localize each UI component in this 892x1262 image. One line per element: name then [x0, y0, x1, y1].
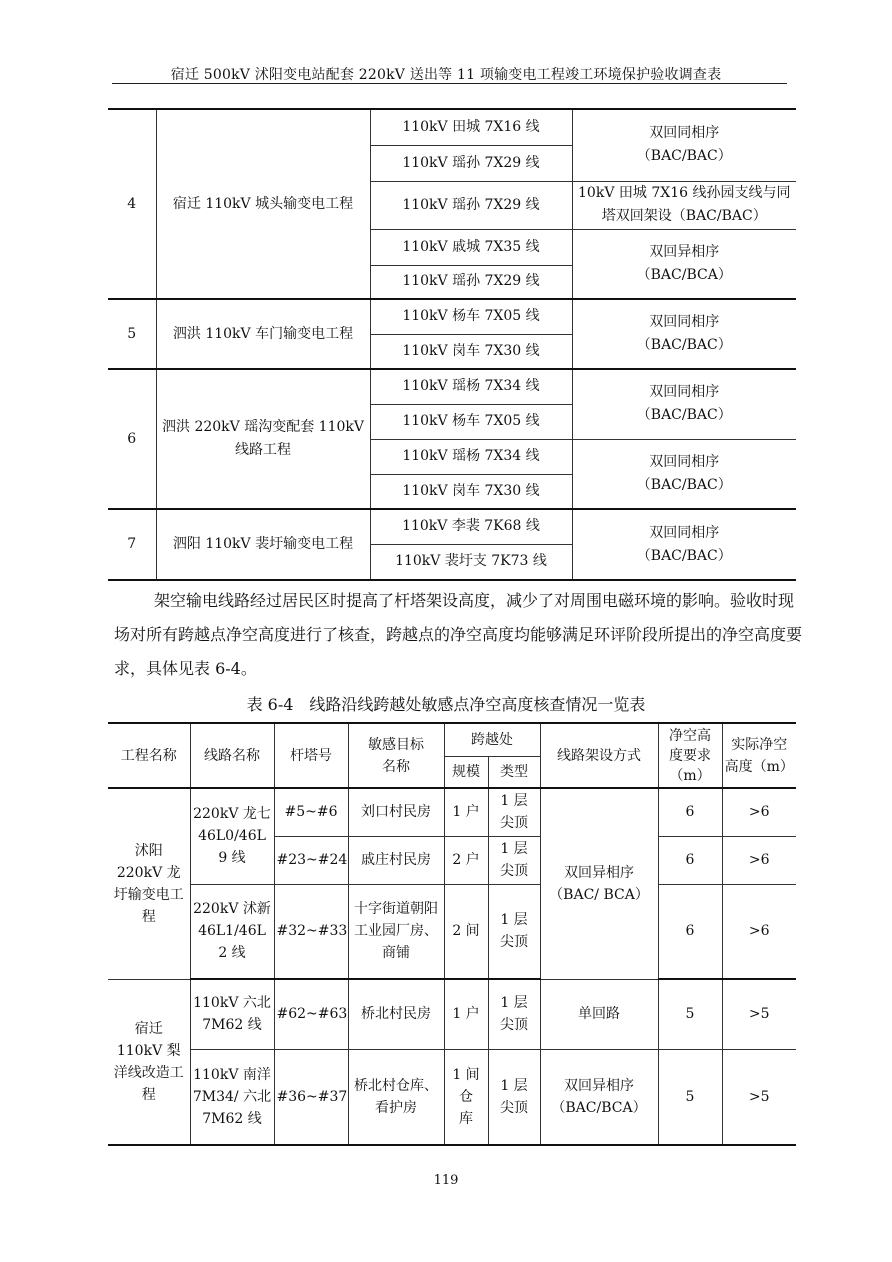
crossing-scale: 1 户 — [444, 788, 488, 836]
line-name: 110kV 杨车 7X05 线 — [370, 404, 572, 439]
col-header-line: 线路名称 — [190, 723, 274, 788]
erection-mode: 双回同相序 （BAC/BAC） — [572, 439, 796, 509]
col-header-actual: 实际净空 高度（m） — [722, 723, 796, 788]
line-name: 110kV 六北 7M62 线 — [190, 979, 274, 1049]
page-header: 宿迁 500kV 沭阳变电站配套 220kV 送出等 11 项输变电工程竣工环境保护验收调查表 — [170, 67, 722, 83]
actual-clearance: >6 — [722, 788, 796, 836]
erection-mode: 双回异相序 （BAC/BCA） — [540, 1049, 658, 1145]
sensitive-target: 十字街道朝阳工业园厂房、商铺 — [348, 884, 444, 979]
crossing-type: 1 层 尖顶 — [488, 836, 540, 884]
tower-range: #32~#33 — [274, 884, 348, 979]
col-header-required: 净空高 度要求 （m） — [658, 723, 722, 788]
tower-range: #62~#63 — [274, 979, 348, 1049]
erection-mode: 双回同相序 （BAC/BAC） — [572, 369, 796, 439]
header-rule — [112, 83, 787, 84]
project-name: 泗阳 110kV 裴圩输变电工程 — [156, 509, 370, 580]
erection-mode: 双回同相序 （BAC/BAC） — [572, 299, 796, 369]
col-header-mode: 线路架设方式 — [540, 723, 658, 788]
body-paragraph: 架空输电线路经过居民区时提高了杆塔架设高度，减少了对周围电磁环境的影响。验收时现场对所有跨越点净空高度进行了核查，跨越点的净空高度均能够满足环评阶段所提出的净空高度要求，具体见表 6-4。 — [114, 591, 803, 678]
sensitive-target: 刘口村民房 — [348, 788, 444, 836]
line-name: 110kV 南洋 7M34/ 六北 7M62 线 — [190, 1049, 274, 1145]
erection-mode: 10kV 田城 7X16 线孙园支线与同塔双回架设（BAC/BAC） — [572, 181, 796, 229]
erection-mode: 双回异相序 （BAC/BCA） — [572, 229, 796, 299]
required-clearance: 5 — [658, 979, 722, 1049]
line-name: 110kV 瑶杨 7X34 线 — [370, 439, 572, 474]
sensitive-target: 桥北村仓库、看护房 — [348, 1049, 444, 1145]
line-name: 110kV 瑶孙 7X29 线 — [370, 181, 572, 229]
erection-mode: 双回同相序 （BAC/BAC） — [572, 509, 796, 580]
crossing-type: 1 层 尖顶 — [488, 979, 540, 1049]
crossing-type: 1 层 尖顶 — [488, 1049, 540, 1145]
erection-mode: 双回同相序 （BAC/BAC） — [572, 109, 796, 181]
line-name: 110kV 李裴 7K68 线 — [370, 509, 572, 544]
required-clearance: 6 — [658, 836, 722, 884]
line-name: 110kV 瑶孙 7X29 线 — [370, 265, 572, 299]
line-name: 110kV 戚城 7X35 线 — [370, 229, 572, 265]
project-name: 泗洪 110kV 车门输变电工程 — [156, 299, 370, 369]
sensitive-target: 桥北村民房 — [348, 979, 444, 1049]
col-header-tower: 杆塔号 — [274, 723, 348, 788]
crossing-scale: 2 户 — [444, 836, 488, 884]
line-name: 220kV 沭新 46L1/46L 2 线 — [190, 884, 274, 979]
crossing-scale: 2 间 — [444, 884, 488, 979]
crossing-scale: 1 间 仓 库 — [444, 1049, 488, 1145]
row-number: 5 — [108, 299, 156, 369]
actual-clearance: >6 — [722, 884, 796, 979]
line-name: 110kV 田城 7X16 线 — [370, 109, 572, 145]
sensitive-target: 戚庄村民房 — [348, 836, 444, 884]
clearance-check-table — [108, 722, 796, 1146]
actual-clearance: >5 — [722, 979, 796, 1049]
line-name: 220kV 龙七 46L0/46L 9 线 — [190, 788, 274, 884]
project-name: 宿迁 110kV 梨洋线改造工程 — [108, 979, 190, 1145]
crossing-type: 1 层 尖顶 — [488, 884, 540, 979]
project-name: 宿迁 110kV 城头输变电工程 — [156, 109, 370, 299]
required-clearance: 6 — [658, 884, 722, 979]
crossing-type: 1 层 尖顶 — [488, 788, 540, 836]
project-name: 泗洪 220kV 瑶沟变配套 110kV 线路工程 — [156, 369, 370, 509]
tower-range: #36~#37 — [274, 1049, 348, 1145]
line-name: 110kV 杨车 7X05 线 — [370, 299, 572, 334]
line-name: 110kV 裴圩支 7K73 线 — [370, 544, 572, 580]
line-name: 110kV 瑶孙 7X29 线 — [370, 145, 572, 181]
actual-clearance: >6 — [722, 836, 796, 884]
col-header-type: 类型 — [488, 756, 540, 788]
required-clearance: 5 — [658, 1049, 722, 1145]
row-number: 6 — [108, 369, 156, 509]
crossing-scale: 1 户 — [444, 979, 488, 1049]
tower-range: #23~#24 — [274, 836, 348, 884]
row-number: 7 — [108, 509, 156, 580]
line-name: 110kV 岗车 7X30 线 — [370, 334, 572, 369]
actual-clearance: >5 — [722, 1049, 796, 1145]
col-header-target: 敏感目标 名称 — [348, 723, 444, 788]
erection-mode: 单回路 — [540, 979, 658, 1049]
line-name: 110kV 岗车 7X30 线 — [370, 474, 572, 509]
col-header-crossing: 跨越处 — [444, 723, 540, 756]
col-header-scale: 规模 — [444, 756, 488, 788]
table-caption: 表 6-4 线路沿线跨越处敏感点净空高度核查情况一览表 — [246, 695, 646, 714]
line-phase-table — [108, 108, 796, 581]
project-name: 沭阳 220kV 龙圩输变电工程 — [108, 788, 190, 979]
col-header-project: 工程名称 — [108, 723, 190, 788]
erection-mode: 双回异相序 （BAC/ BCA） — [540, 788, 658, 979]
required-clearance: 6 — [658, 788, 722, 836]
row-number: 4 — [108, 109, 156, 299]
line-name: 110kV 瑶杨 7X34 线 — [370, 369, 572, 404]
tower-range: #5~#6 — [274, 788, 348, 836]
page-number: 119 — [433, 1173, 459, 1188]
